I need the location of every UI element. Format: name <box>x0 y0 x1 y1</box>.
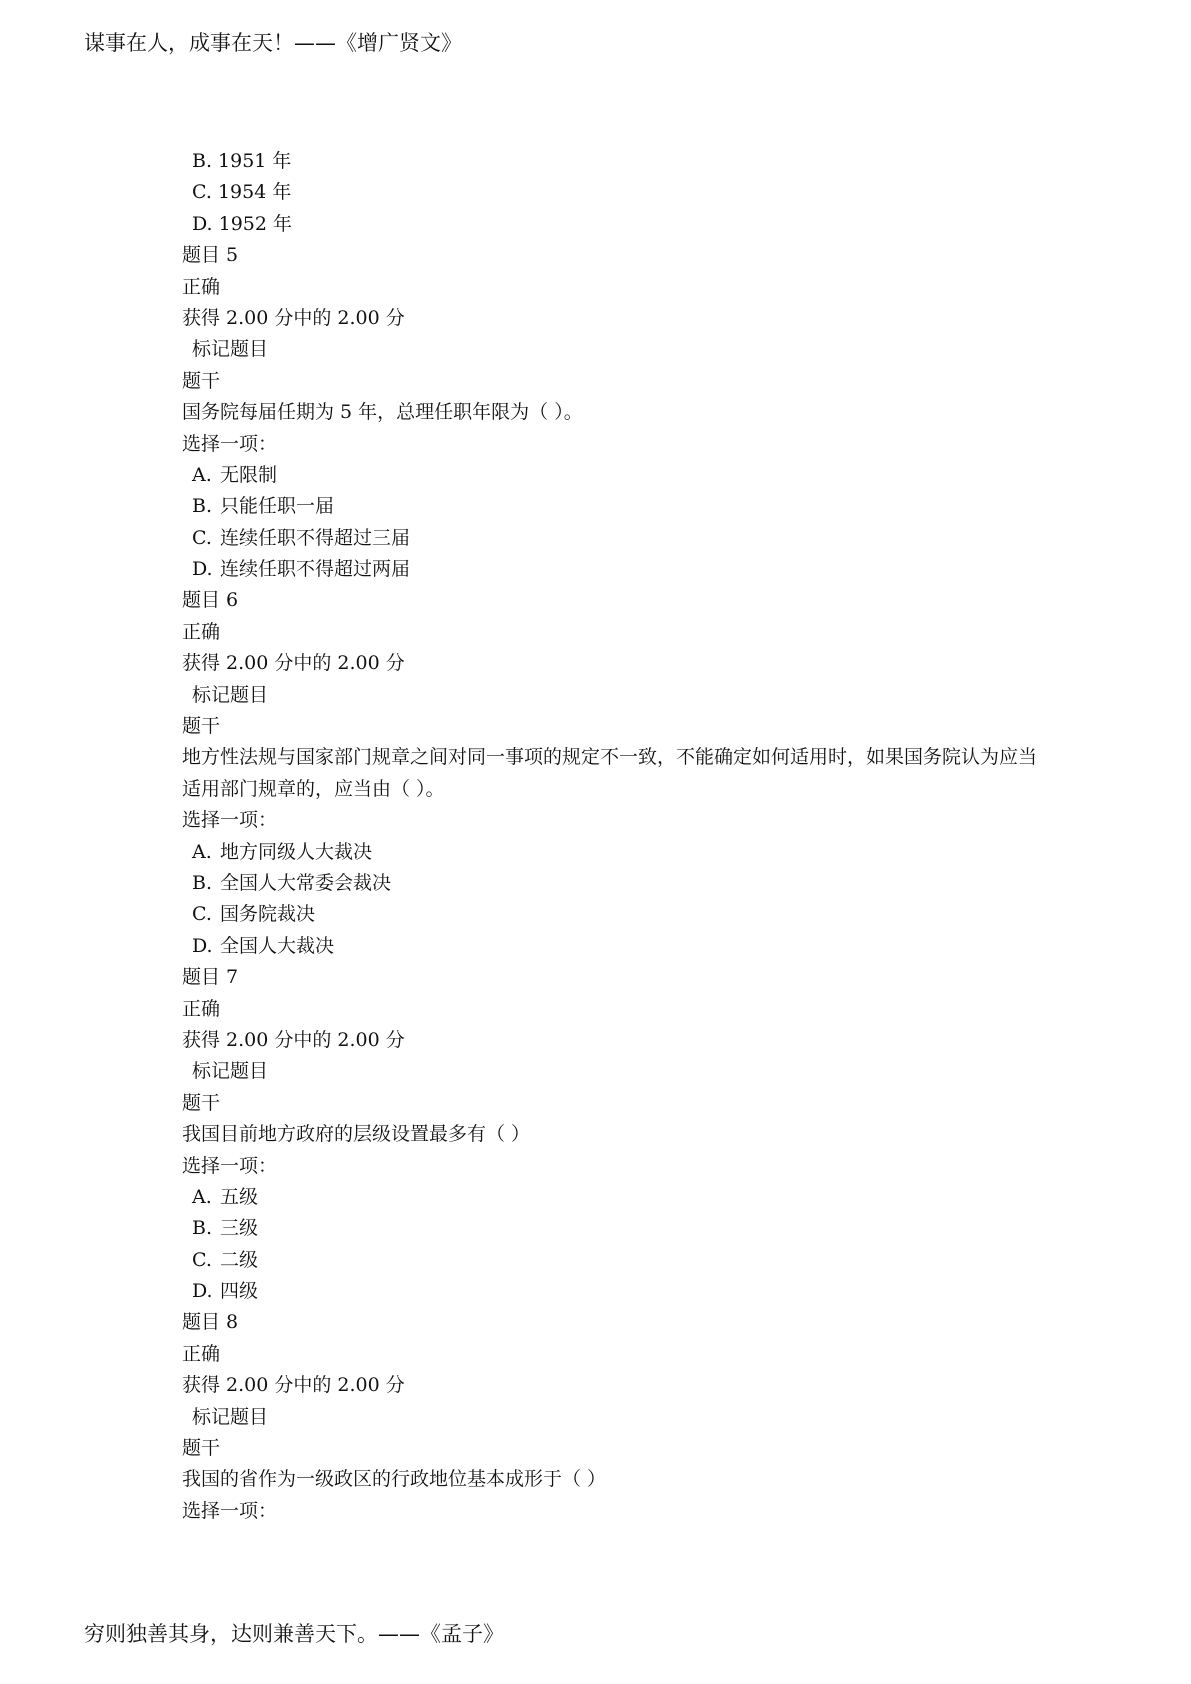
option-a[interactable] <box>182 460 1062 491</box>
option-a[interactable] <box>182 1182 1062 1213</box>
option-a[interactable] <box>182 837 1062 868</box>
option-letter: C. <box>192 903 212 926</box>
question-6 <box>182 585 1062 962</box>
choose-one-label: 选择一项： <box>182 432 278 455</box>
question-8 <box>182 1307 1062 1527</box>
option-c[interactable] <box>182 523 1062 554</box>
stem-label: 题干 <box>182 369 221 392</box>
option-letter: D. <box>192 934 213 957</box>
question-score: 获得 2.00 分中的 2.00 分 <box>182 652 405 675</box>
question-stem: 国务院每届任期为 5 年，总理任职年限为（ ）。 <box>182 401 583 424</box>
option-letter: C. <box>192 526 212 549</box>
option-letter: D. <box>192 1280 213 1303</box>
option-d[interactable] <box>182 554 1062 585</box>
page-header-quote: 谋事在人，成事在天！——《增广贤文》 <box>84 31 462 55</box>
option-text: 三级 <box>220 1217 259 1240</box>
page-footer-quote: 穷则独善其身，达则兼善天下。——《孟子》 <box>84 1622 504 1646</box>
option-letter: A. <box>192 463 212 486</box>
option-d[interactable] <box>182 931 1062 962</box>
option-b[interactable] <box>182 868 1062 899</box>
option-b[interactable] <box>182 491 1062 522</box>
question-score: 获得 2.00 分中的 2.00 分 <box>182 1028 405 1051</box>
option-b[interactable] <box>182 1213 1062 1244</box>
option-text: 连续任职不得超过两届 <box>220 558 411 581</box>
flag-question-link[interactable]: 标记题目 <box>192 1060 269 1083</box>
option-text: 全国人大裁决 <box>220 934 335 957</box>
question-status: 正确 <box>182 620 221 643</box>
option-letter: C. <box>192 1248 212 1271</box>
option-letter: D. <box>192 558 213 581</box>
option-text: 国务院裁决 <box>220 903 316 926</box>
question-score: 获得 2.00 分中的 2.00 分 <box>182 1374 405 1397</box>
option-letter: B. <box>192 872 213 895</box>
stem-label: 题干 <box>182 715 221 738</box>
option-text: 地方同级人大裁决 <box>220 840 373 863</box>
option-letter: A. <box>192 1185 212 1208</box>
question-stem: 我国目前地方政府的层级设置最多有（ ） <box>182 1123 531 1146</box>
question-score: 获得 2.00 分中的 2.00 分 <box>182 306 405 329</box>
prev-option-c: C. 1954 年 <box>192 181 292 204</box>
option-c[interactable] <box>182 899 1062 930</box>
question-number: 题目 7 <box>182 966 239 989</box>
option-text: 全国人大常委会裁决 <box>220 872 392 895</box>
question-7 <box>182 962 1062 1307</box>
prev-option-b: B. 1951 年 <box>192 150 292 172</box>
question-5 <box>182 240 1062 585</box>
option-d[interactable] <box>182 1276 1062 1307</box>
option-text: 二级 <box>220 1248 259 1271</box>
option-letter: A. <box>192 840 212 863</box>
quiz-content <box>182 146 1062 1527</box>
choose-one-label: 选择一项： <box>182 1499 278 1522</box>
question-status: 正确 <box>182 997 221 1020</box>
option-text: 只能任职一届 <box>220 495 335 518</box>
option-text: 连续任职不得超过三届 <box>220 526 411 549</box>
stem-label: 题干 <box>182 1091 221 1114</box>
question-number: 题目 6 <box>182 589 239 612</box>
question-stem: 我国的省作为一级政区的行政地位基本成形于（ ） <box>182 1468 607 1491</box>
choose-one-label: 选择一项： <box>182 1154 278 1177</box>
option-letter: B. <box>192 1217 213 1240</box>
question-number: 题目 8 <box>182 1311 239 1334</box>
question-stem: 地方性法规与国家部门规章之间对同一事项的规定不一致，不能确定如何适用时，如果国务院认为应当适用部门规章的，应当由（ ）。 <box>182 746 1038 800</box>
option-c[interactable] <box>182 1245 1062 1276</box>
question-status: 正确 <box>182 1342 221 1365</box>
question-status: 正确 <box>182 275 221 298</box>
option-letter: B. <box>192 495 213 518</box>
flag-question-link[interactable]: 标记题目 <box>192 683 269 706</box>
stem-label: 题干 <box>182 1437 221 1460</box>
option-text: 四级 <box>220 1280 259 1303</box>
flag-question-link[interactable]: 标记题目 <box>192 338 269 361</box>
option-text: 五级 <box>220 1185 259 1208</box>
question-number: 题目 5 <box>182 244 239 267</box>
option-text: 无限制 <box>220 463 278 486</box>
prev-option-d: D. 1952 年 <box>192 212 293 235</box>
choose-one-label: 选择一项： <box>182 809 278 832</box>
flag-question-link[interactable]: 标记题目 <box>192 1405 269 1428</box>
